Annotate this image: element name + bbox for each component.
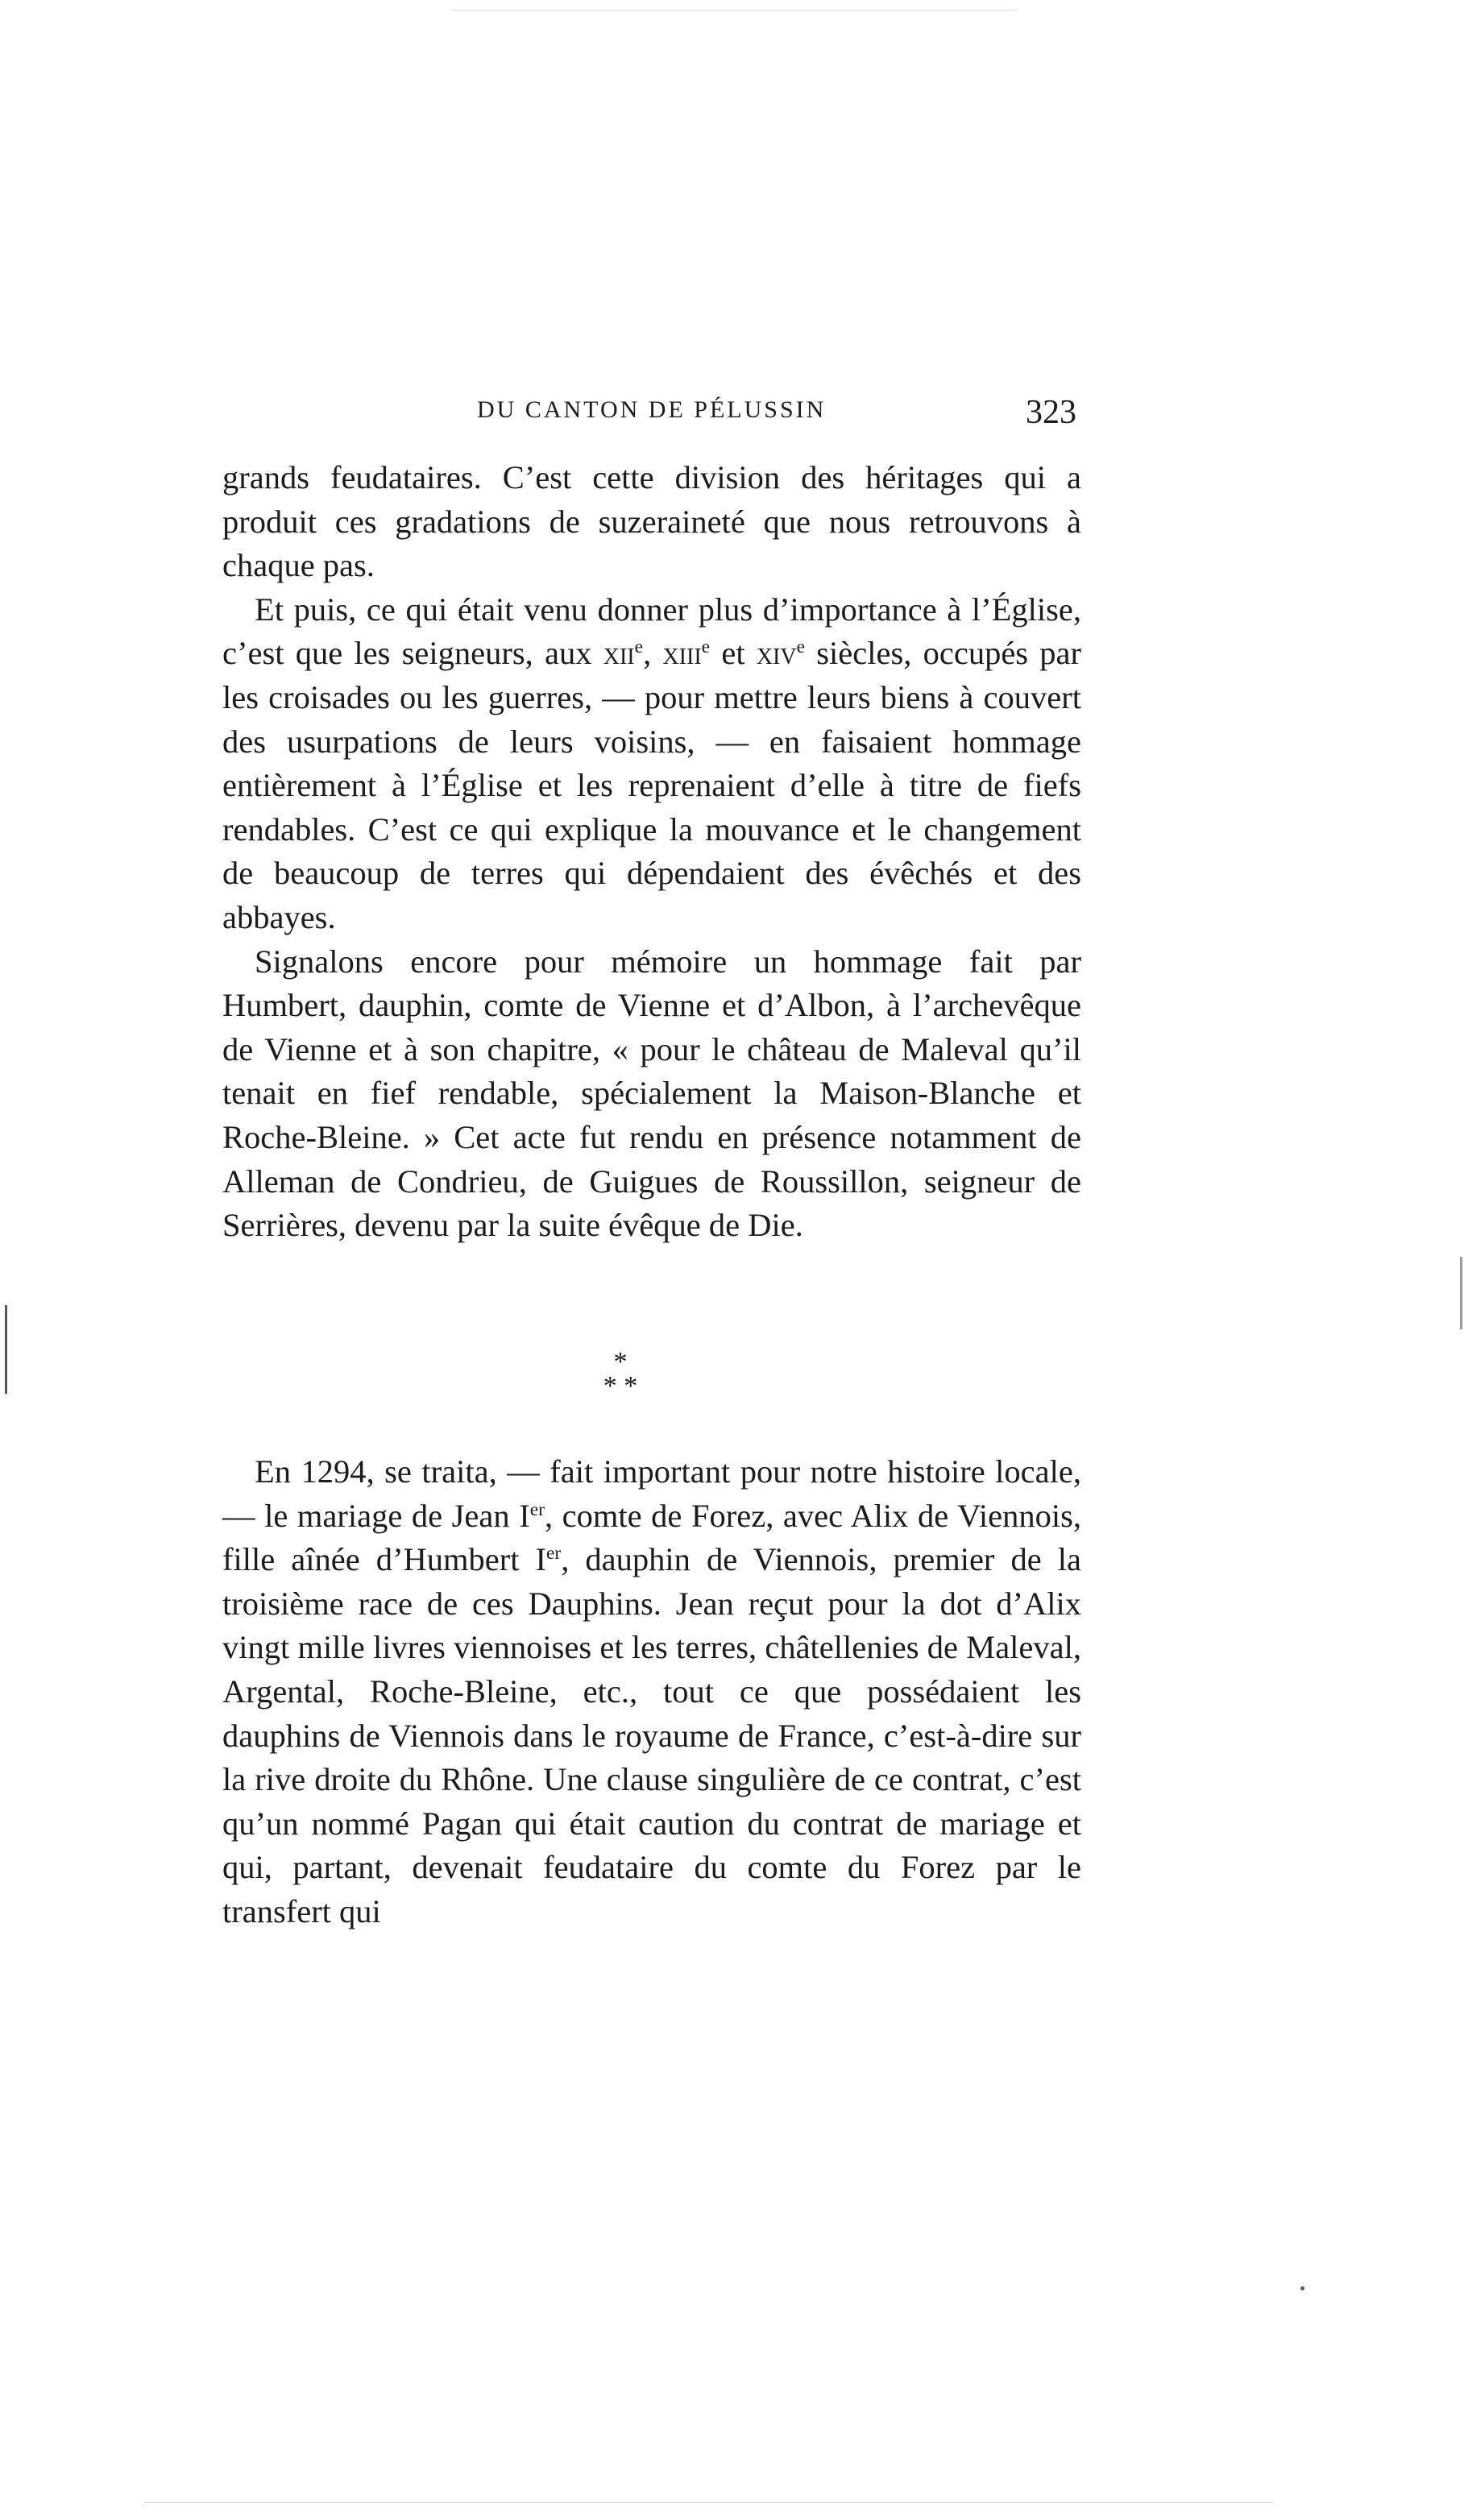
asterism-bottom: * * [603, 1371, 638, 1401]
paragraph-text: et [710, 635, 757, 672]
scan-artifact-bottom [145, 2502, 1273, 2503]
century-numeral: xiii [662, 635, 702, 672]
running-title: DU CANTON DE PÉLUSSIN [477, 396, 827, 423]
century-suffix: e [796, 636, 806, 658]
paragraph-church-homage [222, 588, 1081, 940]
text-block-top [222, 456, 1081, 1248]
paragraph-marriage [222, 1450, 1081, 1934]
paragraph-text: , comte de Forez, avec Alix de Viennois, fille aînée d’Humbert I [222, 1497, 1081, 1578]
century-numeral: xii [603, 635, 635, 672]
text-block-bottom [222, 1450, 1081, 1934]
paragraph-text: siècles, occupés par les croisades ou les guerres, — pour mettre leurs biens à couvert des usurpations de leurs voisins, — en faisaient hommage entièrement à l’Église et les reprenaient d’elle à titre de fiefs rendables. C’est ce qui explique la mouvance et le changement de beaucoup de terres qui dépendaient des évêchés et des abbayes. [222, 635, 1082, 935]
asterism-separator [588, 1347, 653, 1407]
paragraph-text: En 1294, se traita, — fait important pour notre histoire locale, — le mariage de Jean I [222, 1453, 1081, 1534]
page-header [222, 393, 1093, 441]
century-numeral: xiv [756, 635, 797, 672]
century-suffix: e [701, 636, 711, 658]
scan-speck [1300, 2286, 1304, 2290]
paragraph-continued: grands feudataires. C’est cette division des héritages qui a produit ces gradations de suzeraineté que nous retrouvons à chaque pas. [222, 459, 1081, 584]
ordinal-suffix: er [529, 1498, 545, 1520]
ordinal-suffix: er [546, 1543, 562, 1565]
scan-artifact-right [1460, 1257, 1462, 1329]
scan-artifact-left [5, 1305, 7, 1394]
asterism-top: * [613, 1347, 628, 1377]
paragraph-text: , dauphin de Viennois, premier de la troisième race de ces Dauphins. Jean reçut pour la dot d’Alix vingt mille livres viennoises et les terres, châtellenies de Maleval, Argental, Roche-Bleine, etc., tout ce que possédaient les dauphins de Viennois dans le royaume de France, c’est-à-dire sur la rive droite du Rhône. Une clause singulière de ce contrat, c’est qu’un nommé Pagan qui était caution du contrat de mariage et qui, partant, devenait feudataire du comte du Forez par le transfert qui [222, 1541, 1081, 1929]
paragraph-text: , [643, 635, 663, 672]
paragraph-text: Et puis, ce qui était venu donner plus d’importance à l’Église, c’est que les seigneurs, aux [222, 591, 1081, 672]
page-number: 323 [1026, 394, 1076, 431]
paragraph-humbert-homage: Signalons encore pour mémoire un hommage fait par Humbert, dauphin, comte de Vienne et d’Albon, à l’archevêque de Vienne et à son chapitre, « pour le château de Maleval qu’il tenait en fief rendable, spécialement la Maison-Blanche et Roche-Bleine. » Cet acte fut rendu en présence notamment de Alleman de Condrieu, de Guigues de Roussillon, seigneur de Serrières, devenu par la suite évêque de Die. [222, 943, 1081, 1244]
century-suffix: e [634, 636, 644, 658]
